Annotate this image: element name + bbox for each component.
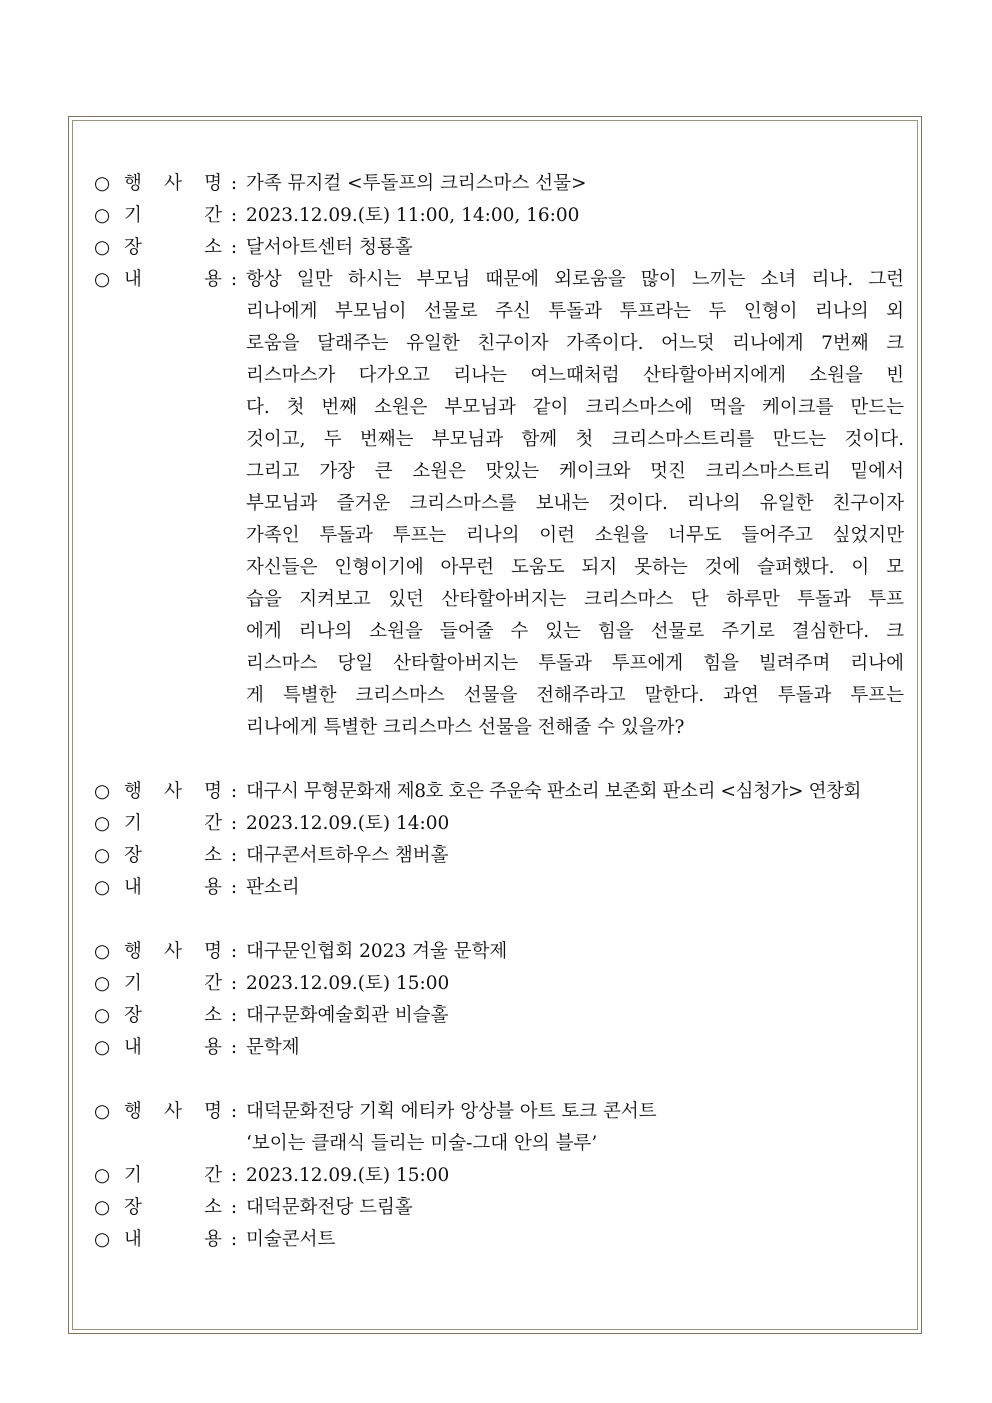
colon: : [230, 1101, 238, 1122]
event-place-row [94, 840, 904, 872]
colon: : [230, 1165, 238, 1186]
event-3 [94, 936, 904, 1064]
label-place: 장 소 [124, 845, 222, 866]
event-place-row [94, 232, 904, 264]
event-list [94, 168, 904, 1288]
content-line: 리나에게 부모님이 선물로 주신 투돌과 투프라는 두 인형이 리나의 외 [246, 301, 904, 322]
label-period: 기 간 [124, 813, 222, 834]
event-content: 문학제 [246, 1037, 300, 1058]
event-period-row [94, 1160, 904, 1192]
event-content-row [94, 872, 904, 904]
event-name [246, 1096, 904, 1160]
colon: : [230, 1229, 238, 1250]
bullet: ○ [94, 1197, 111, 1218]
bullet: ○ [94, 205, 111, 226]
event-period: 2023.12.09.(토) 14:00 [246, 813, 450, 834]
colon: : [230, 237, 238, 258]
label-content: 내 용 [124, 1229, 222, 1250]
label-period: 기 간 [124, 973, 222, 994]
content-line: 그리고 가장 큰 소원은 맛있는 케이크와 멋진 크리스마스트리 밑에서 [246, 461, 904, 482]
label-event-name: 행 사 명 [124, 1101, 222, 1122]
content-line: 습을 지켜보고 있던 산타할아버지는 크리스마스 단 하루만 투돌과 투프 [246, 589, 904, 610]
colon: : [230, 205, 238, 226]
event-place: 대구콘서트하우스 챔버홀 [246, 845, 449, 866]
content-line: 리스마스가 다가오고 리나는 여느때처럼 산타할아버지에게 소원을 빈 [246, 365, 904, 386]
event-period-row [94, 968, 904, 1000]
colon: : [230, 269, 238, 290]
bullet: ○ [94, 941, 111, 962]
bullet: ○ [94, 237, 111, 258]
label-content: 내 용 [124, 1037, 222, 1058]
bullet: ○ [94, 1229, 111, 1250]
event-place-row [94, 1192, 904, 1224]
event-period-row [94, 808, 904, 840]
colon: : [230, 1037, 238, 1058]
event-period: 2023.12.09.(토) 15:00 [246, 1165, 450, 1186]
content-line: 자신들은 인형이기에 아무런 도움도 되지 못하는 것에 슬퍼했다. 이 모 [246, 557, 904, 578]
content-line: 에게 리나의 소원을 들어줄 수 있는 힘을 선물로 주기로 결심한다. 크 [246, 621, 904, 642]
label-period: 기 간 [124, 1165, 222, 1186]
event-content-row [94, 1224, 904, 1256]
content-line: 가족인 투돌과 투프는 리나의 이런 소원을 너무도 들어주고 싶었지만 [246, 525, 904, 546]
content-line: 게 특별한 크리스마스 선물을 전해주라고 말한다. 과연 투돌과 투프는 [246, 685, 904, 706]
event-content: 판소리 [246, 877, 300, 898]
event-period: 2023.12.09.(토) 11:00, 14:00, 16:00 [246, 205, 580, 226]
colon: : [230, 781, 238, 802]
colon: : [230, 173, 238, 194]
content-line: 리스마스 당일 산타할아버지는 투돌과 투프에게 힘을 빌려주며 리나에 [246, 653, 904, 674]
event-content [246, 264, 904, 744]
bullet: ○ [94, 845, 111, 866]
event-name-row [94, 776, 904, 808]
bullet: ○ [94, 1101, 111, 1122]
event-place: 대덕문화전당 드림홀 [246, 1197, 413, 1218]
bullet: ○ [94, 1005, 111, 1026]
event-name-subtitle: ‘보이는 클래식 들리는 미술-그대 안의 블루’ [246, 1133, 598, 1154]
content-line: 다. 첫 번째 소원은 부모님과 같이 크리스마스에 먹을 케이크를 만드는 [246, 397, 904, 418]
event-period: 2023.12.09.(토) 15:00 [246, 973, 450, 994]
colon: : [230, 1005, 238, 1026]
bullet: ○ [94, 269, 111, 290]
colon: : [230, 973, 238, 994]
colon: : [230, 877, 238, 898]
label-content: 내 용 [124, 877, 222, 898]
colon: : [230, 813, 238, 834]
event-name-row [94, 168, 904, 200]
bullet: ○ [94, 813, 111, 834]
event-name: 가족 뮤지컬 <투돌프의 크리스마스 선물> [246, 173, 587, 194]
colon: : [230, 941, 238, 962]
label-event-name: 행 사 명 [124, 173, 222, 194]
event-period-row [94, 200, 904, 232]
label-place: 장 소 [124, 237, 222, 258]
event-4 [94, 1096, 904, 1256]
event-1 [94, 168, 904, 744]
bullet: ○ [94, 1165, 111, 1186]
event-content: 미술콘서트 [246, 1229, 336, 1250]
bullet: ○ [94, 1037, 111, 1058]
content-line: 항상 일만 하시는 부모님 때문에 외로움을 많이 느끼는 소녀 리나. 그런 [246, 269, 904, 290]
event-place: 대구문화예술회관 비슬홀 [246, 1005, 449, 1026]
bullet: ○ [94, 781, 111, 802]
event-name-row [94, 1096, 904, 1160]
event-place-row [94, 1000, 904, 1032]
event-name: 대구문인협회 2023 겨울 문학제 [246, 941, 508, 962]
content-line: 리나에게 특별한 크리스마스 선물을 전해줄 수 있을까? [246, 717, 685, 738]
label-place: 장 소 [124, 1197, 222, 1218]
bullet: ○ [94, 973, 111, 994]
event-name: 대구시 무형문화재 제8호 호은 주운숙 판소리 보존회 판소리 <심청가> 연창회 [246, 781, 862, 802]
event-content-row [94, 264, 904, 744]
colon: : [230, 1197, 238, 1218]
bullet: ○ [94, 173, 111, 194]
content-line: 부모님과 즐거운 크리스마스를 보내는 것이다. 리나의 유일한 친구이자 [246, 493, 904, 514]
label-event-name: 행 사 명 [124, 781, 222, 802]
event-name-row [94, 936, 904, 968]
event-name-line: 대덕문화전당 기획 에티카 앙상블 아트 토크 콘서트 [246, 1101, 657, 1122]
label-content: 내 용 [124, 269, 222, 290]
label-period: 기 간 [124, 205, 222, 226]
label-place: 장 소 [124, 1005, 222, 1026]
colon: : [230, 845, 238, 866]
event-place: 달서아트센터 청룡홀 [246, 237, 413, 258]
content-line: 로움을 달래주는 유일한 친구이자 가족이다. 어느덧 리나에게 7번째 크 [246, 333, 904, 354]
content-line: 것이고, 두 번째는 부모님과 함께 첫 크리스마스트리를 만드는 것이다. [246, 429, 904, 450]
event-content-row [94, 1032, 904, 1064]
bullet: ○ [94, 877, 111, 898]
label-event-name: 행 사 명 [124, 941, 222, 962]
event-2 [94, 776, 904, 904]
